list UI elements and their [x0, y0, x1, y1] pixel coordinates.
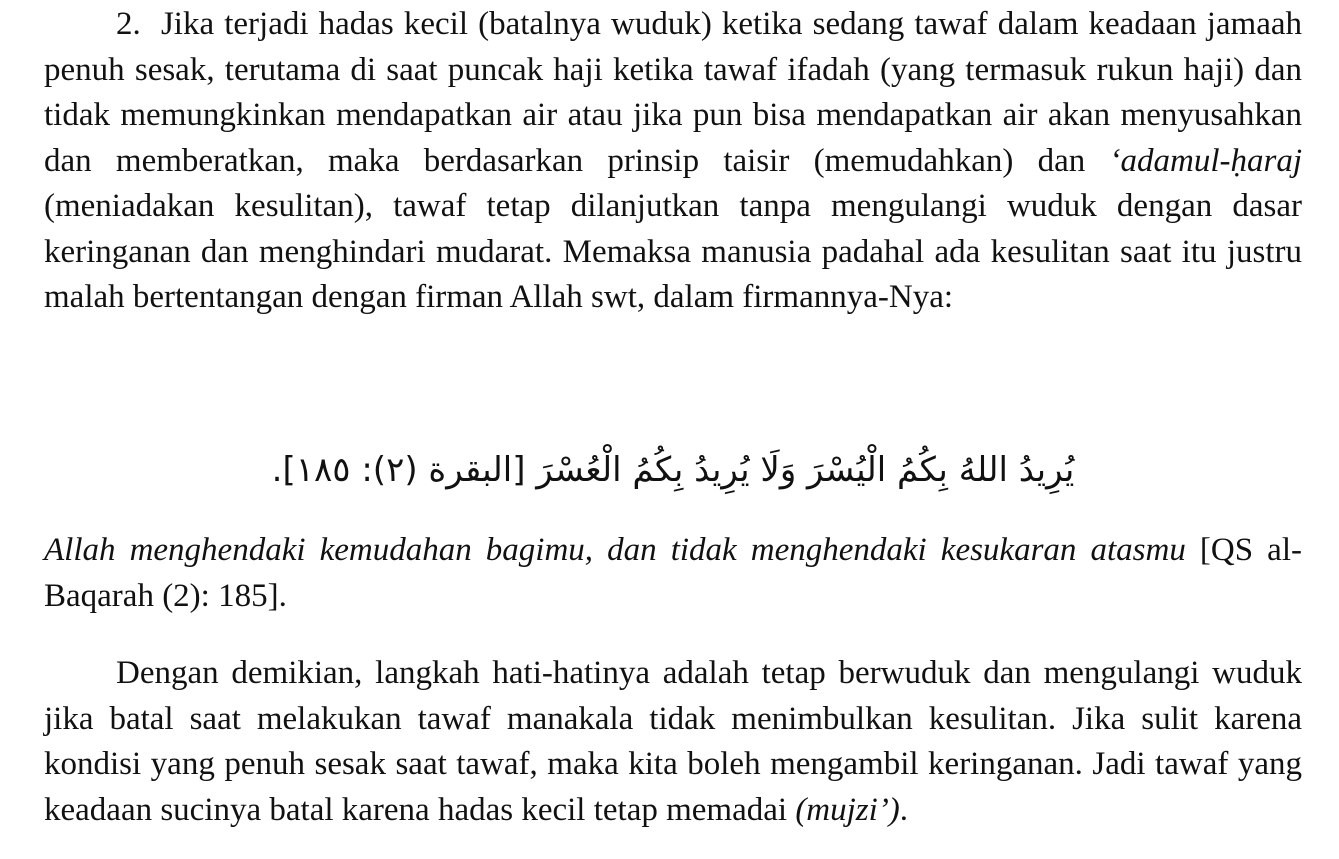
paragraph-item-2: [44, 2, 1302, 321]
item-number: 2.: [116, 6, 141, 42]
translation-text: Allah menghendaki kemudahan bagimu, dan tidak menghendaki kesukaran atasmu: [44, 532, 1186, 568]
verse-translation: [44, 528, 1302, 619]
paragraph-conclusion: [44, 651, 1302, 833]
paragraph-1-text-b: (meniadakan kesulitan), tawaf tetap dilanjutkan tanpa mengulangi wuduk dengan dasar keringanan dan menghindari mudarat. Memaksa manusia padahal ada kesulitan saat itu justru malah bertentangan dengan firman Allah swt, dalam firmannya-Nya:: [44, 188, 1302, 315]
term-mujzi: (mujzi’): [795, 791, 900, 828]
term-adamul-haraj: ‘adamul-ḥaraj: [1109, 142, 1302, 179]
paragraph-1-text-a: Jika terjadi hadas kecil (batalnya wuduk) ketika sedang tawaf dalam keadaan jamaah penuh sesak, terutama di saat puncak haji ketika tawaf ifadah (yang termasuk rukun haji) dan tidak memungkinkan mendapatkan air atau jika pun bisa mendapatkan air akan menyusahkan dan memberatkan, maka berdasarkan prinsip taisir (memudahkan) dan: [44, 6, 1302, 179]
paragraph-2-text: Dengan demikian, langkah hati-hatinya adalah tetap berwuduk dan mengulangi wuduk jika batal saat melakukan tawaf manakala tidak menimbulkan kesulitan. Jika sulit karena kondisi yang penuh sesak saat tawaf, maka kita boleh mengambil keringanan. Jadi tawaf yang keadaan sucinya batal karena hadas kecil tetap memadai: [44, 655, 1302, 828]
quran-verse-arabic: يُرِيدُ اللهُ بِكُمُ الْيُسْرَ وَلَا يُرِيدُ بِكُمُ الْعُسْرَ [البقرة (٢): ١٨٥].: [271, 450, 1075, 490]
paragraph-2-end: .: [899, 791, 909, 828]
verse-reference: [QS al-Baqarah (2): 185].: [44, 532, 1302, 614]
